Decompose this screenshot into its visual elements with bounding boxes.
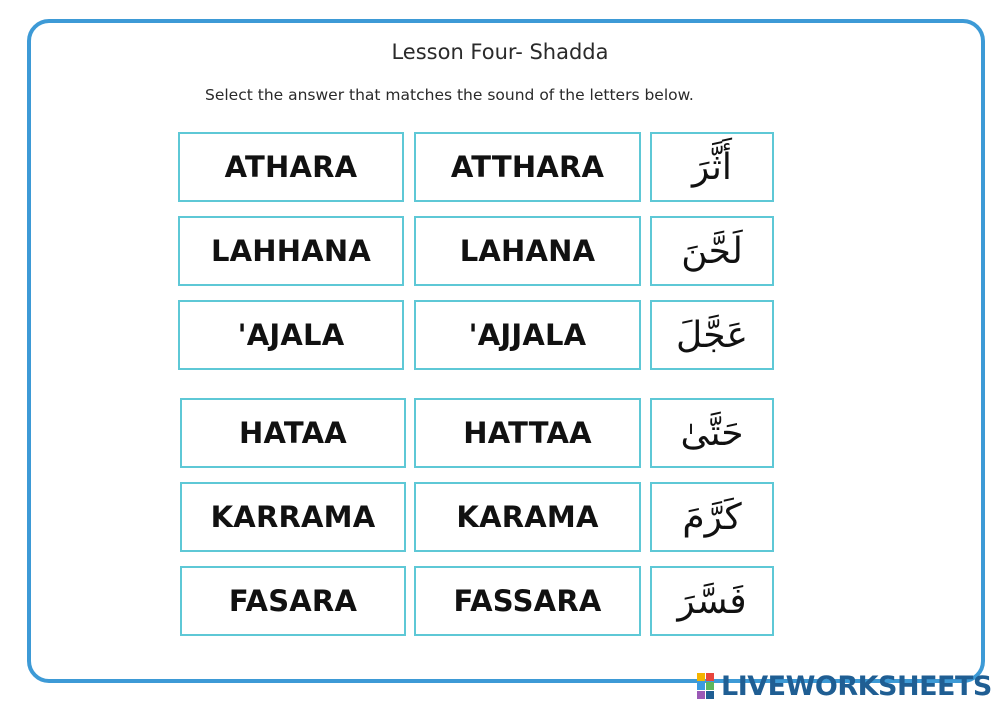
answer-option-b[interactable] (414, 566, 641, 636)
arabic-word: كَرَّمَ (682, 496, 742, 538)
answer-option-label: HATTAA (463, 416, 592, 450)
answer-option-a[interactable] (178, 216, 404, 286)
answer-option-label: 'AJJALA (468, 318, 587, 352)
answer-option-label: LAHHANA (210, 234, 372, 268)
answer-option-label: FASSARA (453, 584, 602, 618)
arabic-word: فَسَّرَ (677, 580, 747, 622)
answer-option-label: LAHANA (459, 234, 596, 268)
liveworksheets-blocks-icon (697, 673, 717, 699)
answer-option-a[interactable] (178, 300, 404, 370)
answer-option-label: KARRAMA (210, 500, 376, 534)
answer-option-label: KARAMA (456, 500, 599, 534)
answer-option-label: FASARA (228, 584, 358, 618)
arabic-word: حَتَّىٰ (680, 412, 744, 454)
answer-option-b[interactable] (414, 482, 641, 552)
answer-option-b[interactable] (414, 398, 641, 468)
answer-option-label: ATHARA (224, 150, 358, 184)
arabic-word: عَجَّلَ (676, 314, 748, 356)
answer-option-b[interactable] (414, 300, 641, 370)
answer-option-a[interactable] (180, 566, 406, 636)
arabic-word-card (650, 482, 774, 552)
answer-option-label: HATAA (239, 416, 347, 450)
page-title: Lesson Four- Shadda (391, 40, 609, 64)
answer-option-a[interactable] (180, 398, 406, 468)
instruction-text: Select the answer that matches the sound of the letters below. (205, 86, 694, 104)
arabic-word: أَثَّرَ (692, 146, 732, 188)
answer-option-label: ATTHARA (450, 150, 605, 184)
answer-option-a[interactable] (178, 132, 404, 202)
arabic-word-card (650, 566, 774, 636)
arabic-word-card (650, 132, 774, 202)
answer-option-label: 'AJALA (237, 318, 345, 352)
liveworksheets-logo-text: LIVEWORKSHEETS (721, 670, 992, 702)
arabic-word-card (650, 300, 774, 370)
answer-option-b[interactable] (414, 216, 641, 286)
arabic-word-card (650, 216, 774, 286)
arabic-word: لَحَّنَ (681, 230, 743, 272)
answer-option-a[interactable] (180, 482, 406, 552)
answer-option-b[interactable] (414, 132, 641, 202)
arabic-word-card (650, 398, 774, 468)
liveworksheets-logo (697, 671, 992, 701)
